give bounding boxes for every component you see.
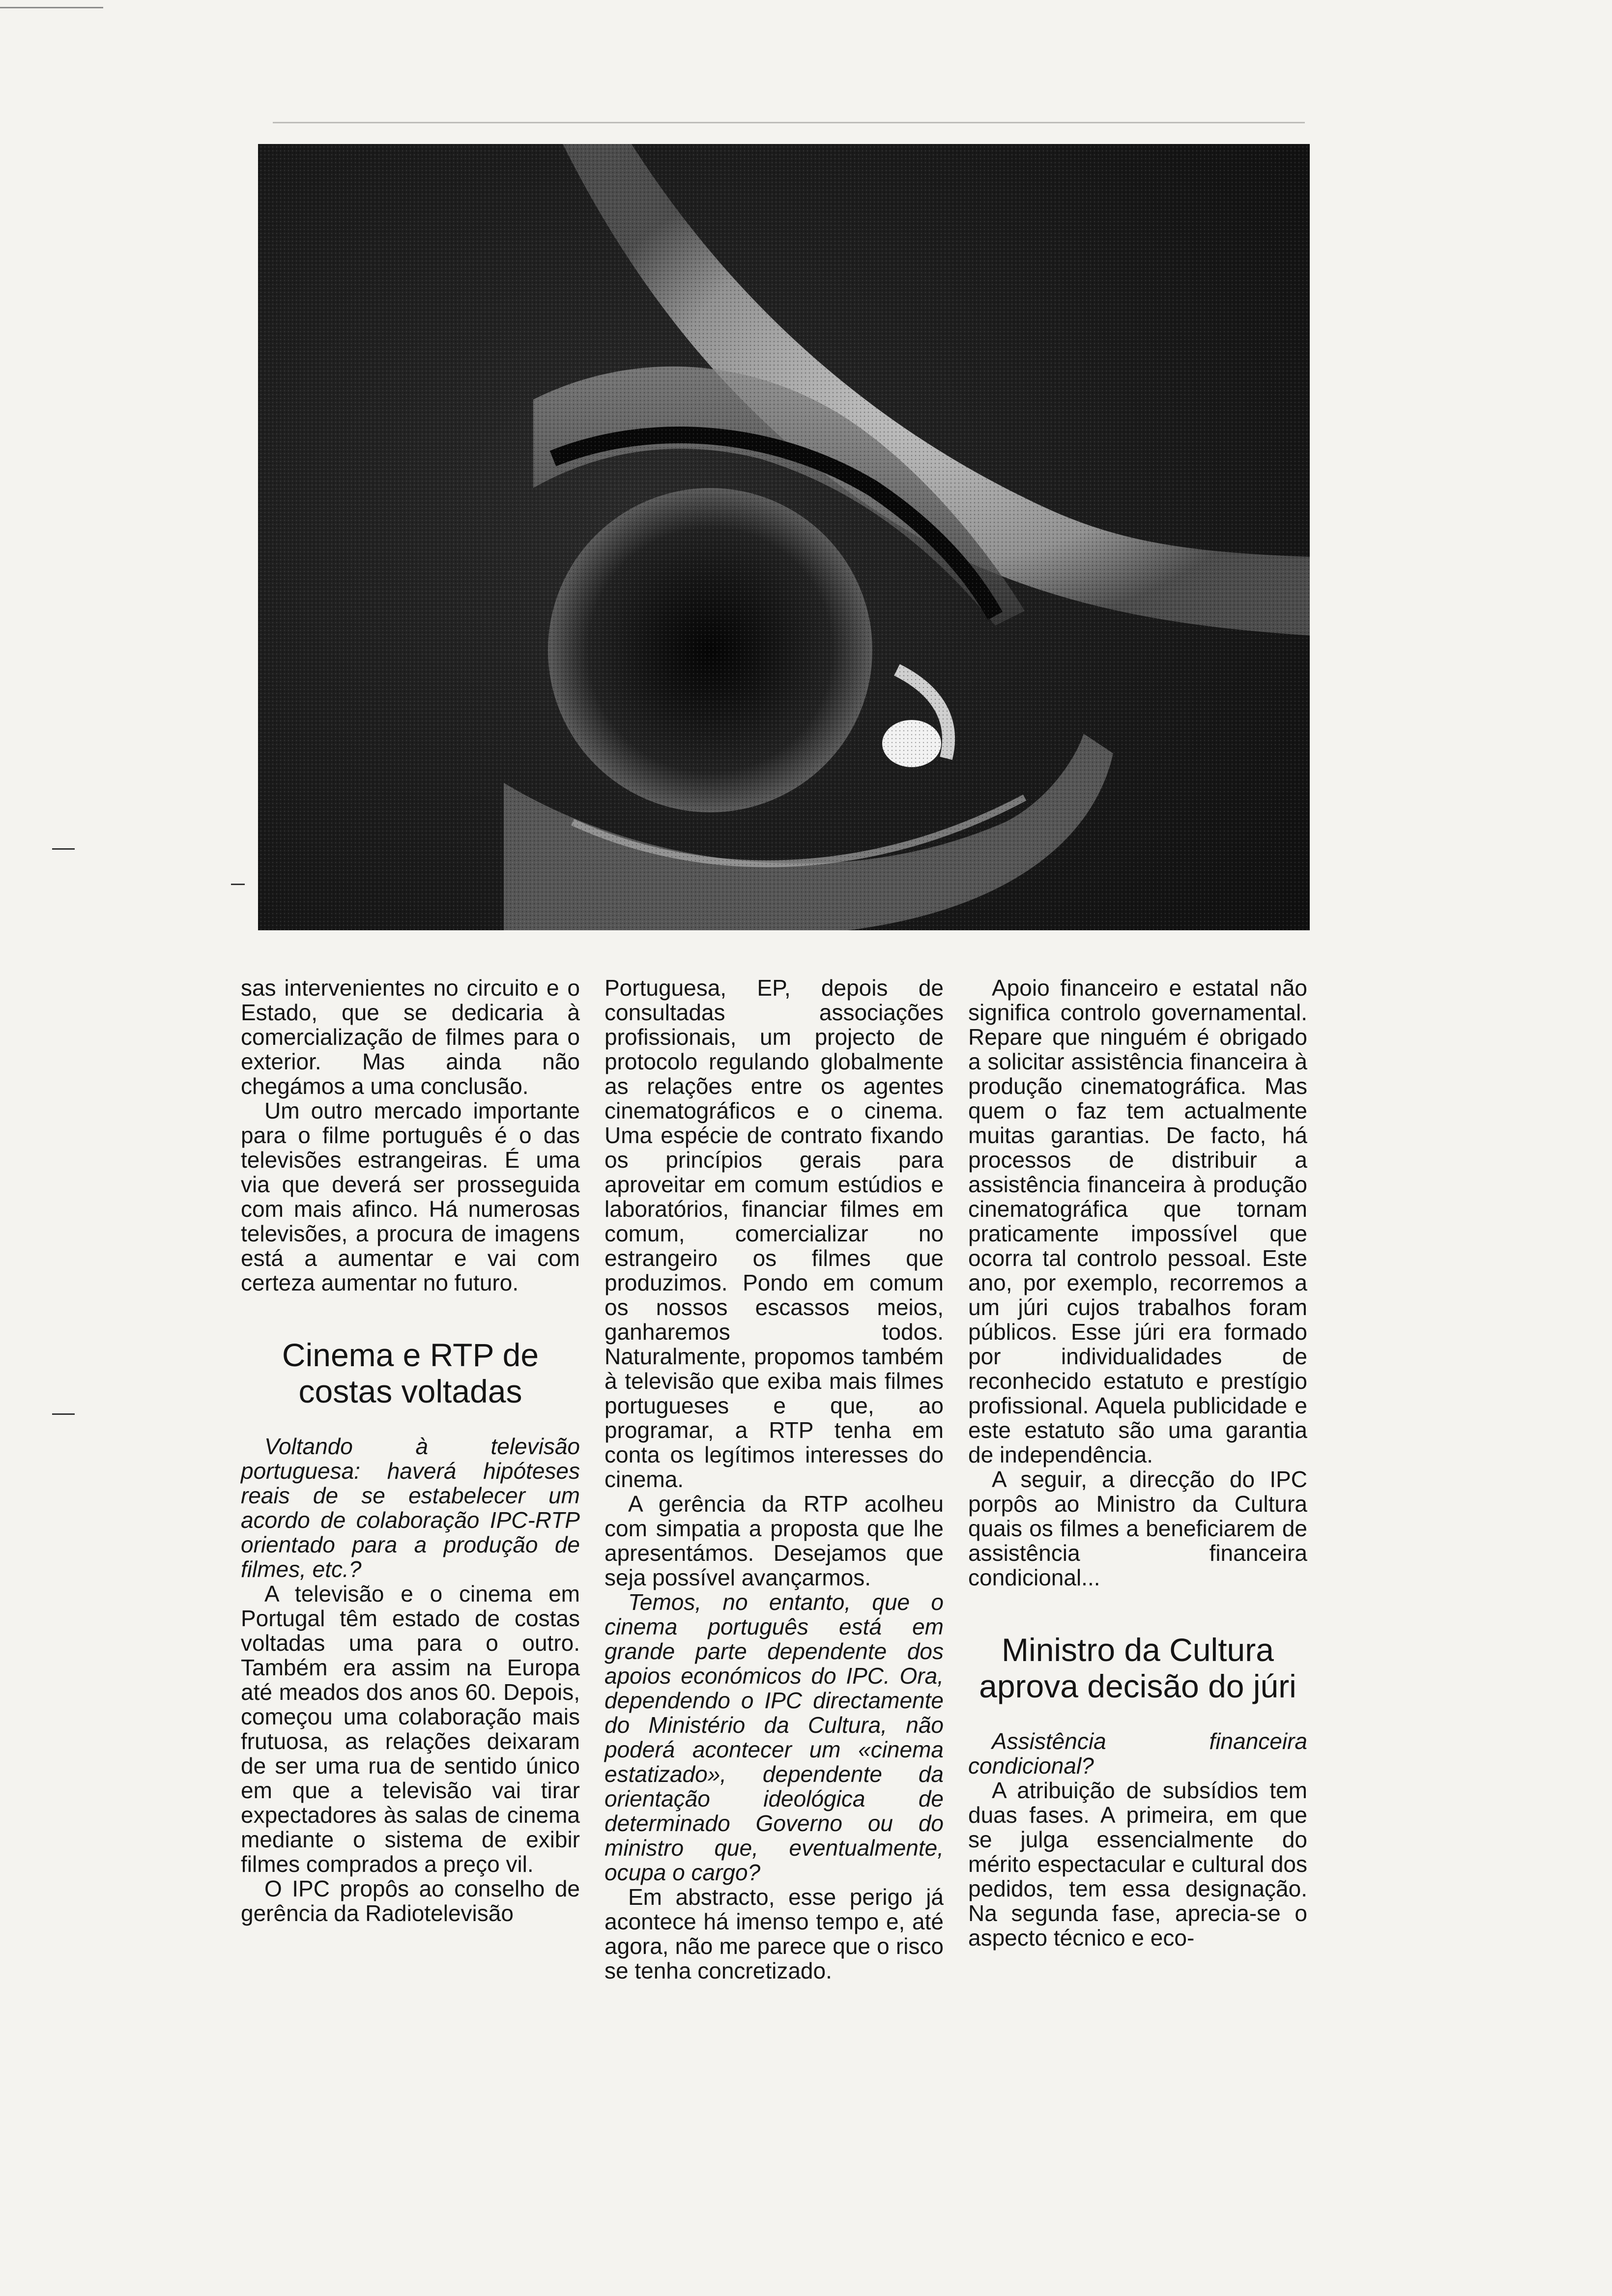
eye-closeup-photo <box>258 144 1310 930</box>
scan-line-top-left <box>0 7 103 8</box>
section-heading: Ministro da Cultura aprova decisão do júri <box>979 1632 1296 1704</box>
margin-mark <box>231 884 245 885</box>
interview-question: Voltando à televisão portuguesa: haverá hipóteses reais de se estabelecer um acordo de colaboração IPC-RTP orientado para a produção de filmes, etc.? <box>241 1434 580 1582</box>
paragraph: A gerência da RTP acolheu com simpatia a proposta que lhe apresentámos. Desejamos que seja possível avançarmos. <box>604 1491 944 1590</box>
paragraph: sas intervenientes no circuito e o Estado, que se dedicaria à comercialização de filmes para o exterior. Mas ainda não chegámos a uma conclusão. <box>241 975 580 1099</box>
interview-question: Temos, no entanto, que o cinema português está em grande parte dependente dos apoios económicos do IPC. Ora, dependendo o IPC directamente do Ministério da Cultura, não poderá acontecer um «cinema estatizado», dependente da orientação ideológica de determinado Governo ou do ministro que, eventualmente, ocupa o cargo? <box>604 1589 944 1885</box>
paragraph: Portuguesa, EP, depois de consultadas associações profissionais, um projecto de protocolo regulando globalmente as relações entre os agentes cinematográficos e o cinema. Uma espécie de contrato fixando os princípios gerais para aproveitar em comum estúdios e laboratórios, financiar filmes em comum, comercializar no estrangeiro os filmes que produzimos. Pondo em comum os nossos escassos meios, ganharemos todos. Naturalmente, propomos também à televisão que exiba mais filmes portugueses e que, ao programar, a RTP tenha em conta os legítimos interesses do cinema. <box>604 975 944 1492</box>
paragraph: O IPC propôs ao conselho de gerência da Radiotelevisão <box>241 1876 580 1926</box>
article-column-2 <box>604 976 944 1983</box>
section-heading: Cinema e RTP de costas voltadas <box>282 1337 539 1409</box>
article-column-3 <box>968 976 1307 1950</box>
paragraph: A televisão e o cinema em Portugal têm estado de costas voltadas uma para o outro. Também era assim na Europa até meados dos anos 60. Depois, começou uma colaboração mais frutuosa, as relações deixaram de ser uma rua de sentido único em que a televisão vai tirar expectadores às salas de cinema mediante o sistema de exibir filmes comprados a preço vil. <box>241 1581 580 1877</box>
paragraph: A atribuição de subsídios tem duas fases. A primeira, em que se julga essencialmente do mérito espectacular e cultural dos pedidos, tem essa designação. Na segunda fase, aprecia-se o aspecto técnico e eco- <box>968 1778 1307 1951</box>
scan-line-top <box>273 122 1305 123</box>
paragraph: Um outro mercado importante para o filme português é o das televisões estrangeiras. É uma via que deverá ser prosseguida com mais afinco. Há numerosas televisões, a procura de imagens está a aumentar e vai com certeza aumentar no futuro. <box>241 1098 580 1295</box>
margin-mark <box>52 1413 75 1415</box>
article-column-1 <box>241 976 580 1925</box>
paragraph: Apoio financeiro e estatal não significa controlo governamental. Repare que ninguém é obrigado a solicitar assistência financeira à produção cinematográfica. Mas quem o faz tem actualmente muitas garantias. De facto, há processos de distribuir a assistência financeira à produção cinematográfica que tornam praticamente impossível que ocorra tal controlo pessoal. Este ano, por exemplo, recorremos a um júri cujos trabalhos foram públicos. Esse júri era formado por individualidades de reconhecido estatuto e prestígio profissional. Aquela publicidade e este estatuto são uma garantia de independência. <box>968 975 1307 1467</box>
eye-photo-illustration <box>258 144 1310 930</box>
paragraph: A seguir, a direcção do IPC porpôs ao Ministro da Cultura quais os filmes a beneficiarem de assistência financeira condicional... <box>968 1466 1307 1590</box>
margin-mark <box>52 848 75 850</box>
paragraph: Em abstracto, esse perigo já acontece há imenso tempo e, até agora, não me parece que o risco se tenha concretizado. <box>604 1884 944 1983</box>
interview-question: Assistência financeira condicional? <box>968 1728 1307 1779</box>
